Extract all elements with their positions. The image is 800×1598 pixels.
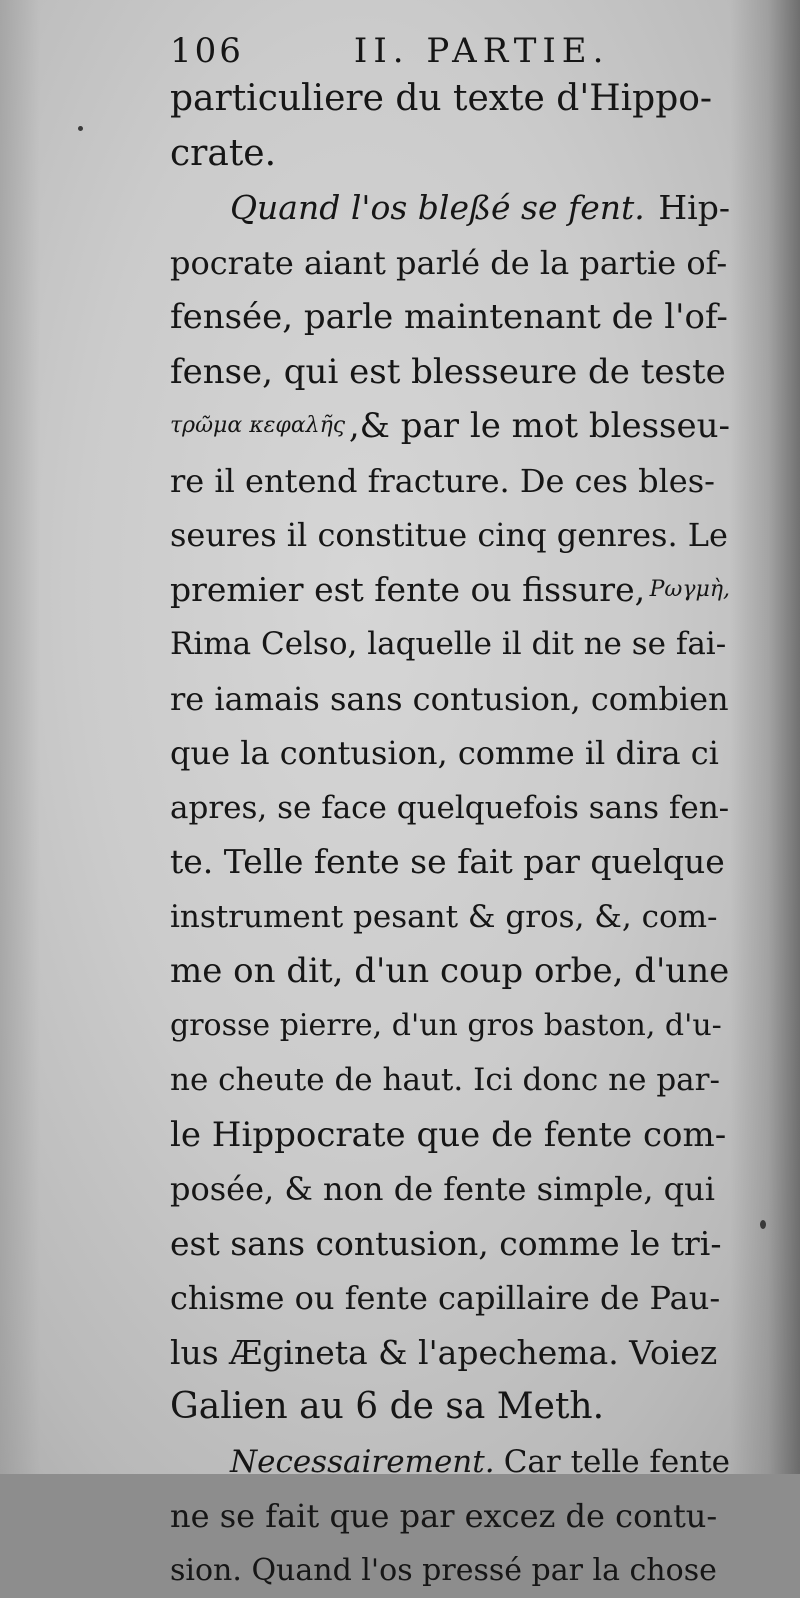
text-line: ne se fait que par excez de contu- [170,1489,730,1544]
text-line: est sans contusion, comme le tri- [170,1217,730,1272]
page-edge-shadow [0,0,40,1474]
text-line: particuliere du texte d'Hippo- [170,72,730,127]
text-line: pocrate aiant parlé de la partie of- [170,236,730,291]
text-line: ne cheute de haut. Ici donc ne par- [170,1053,730,1108]
text-line: fense, qui est blesseure de teste [170,345,730,400]
text-line: sion. Quand l'os pressé par la chose [170,1544,730,1598]
text-line: re iamais sans contusion, combien [170,672,730,727]
text-line: que la contusion, comme il dira ci [170,726,730,781]
text-line: Quand l'os bleßé se fent. Hip- [170,181,730,236]
text-line: seures il constitue cinq genres. Le [170,508,730,563]
text-line: chisme ou fente capillaire de Pau- [170,1271,730,1326]
greek-term: τρῶμα κεφαλῆς [170,399,345,454]
lemma: Necessairement. [230,1435,495,1490]
ink-speck [78,126,83,131]
text-line: τρῶμα κεφαλῆς ,& par le mot blesseu- [170,399,730,454]
text-line: posée, & non de fente simple, qui [170,1162,730,1217]
lemma: Quand l'os bleßé se fent. [230,181,645,236]
text-line: apres, se face quelquefois sans fen- [170,781,730,836]
text-line: re il entend fracture. De ces bles- [170,454,730,509]
text-line: Necessairement. Car telle fente [170,1435,730,1490]
running-head: II. PARTIE. [354,24,610,72]
text-line: Galien au 6 de sa Meth. [170,1380,730,1435]
text-line: grosse pierre, d'un gros baston, d'u- [170,999,730,1054]
greek-term: Ρωγμὴ, [650,563,730,618]
binding-gutter-shadow [730,0,800,1474]
text-line: me on dit, d'un coup orbe, d'une [170,944,730,999]
text-block [170,24,730,1598]
text-line: le Hippocrate que de fente com- [170,1108,730,1163]
text-line: lus Ægineta & l'apechema. Voiez [170,1326,730,1381]
running-header [170,24,730,72]
ink-speck [760,1220,766,1229]
text-line: Rima Celso, laquelle il dit ne se fai- [170,617,730,672]
page-number: 106 [170,24,244,72]
text-line: fensée, parle maintenant de l'of- [170,290,730,345]
text-line: instrument pesant & gros, &, com- [170,890,730,945]
text-line: crate. [170,127,730,182]
text-line: te. Telle fente se fait par quelque [170,835,730,890]
text-line: premier est fente ou fissure, Ρωγμὴ, [170,563,730,618]
